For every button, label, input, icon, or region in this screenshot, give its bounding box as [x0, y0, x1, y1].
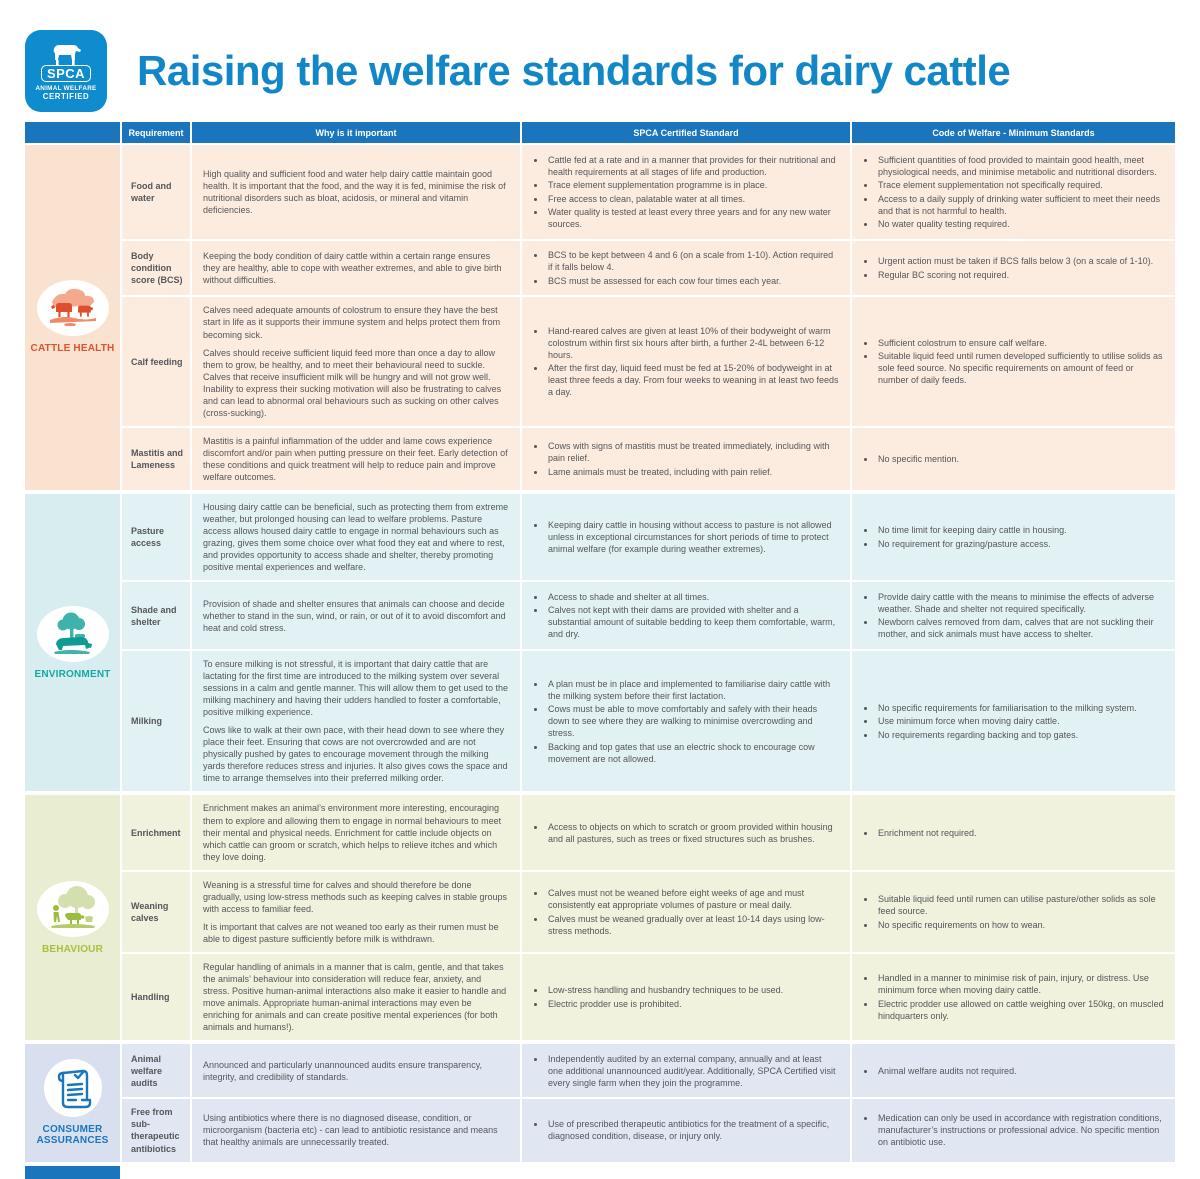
code-of-welfare-cell [852, 428, 1175, 490]
requirement-cell: Enrichment [122, 795, 190, 869]
bullet-list [533, 885, 839, 938]
bullet-item: • Calves must be weaned gradually over at least 10-14 days using low-stress methods. [546, 913, 839, 937]
code-of-welfare-cell [852, 145, 1175, 239]
spca-standard-cell [522, 954, 850, 1040]
logo-brand: SPCA [41, 65, 91, 82]
why-cell [192, 954, 520, 1040]
why-cell [192, 1099, 520, 1161]
section-rows [122, 1044, 1175, 1161]
bullet-item: • No water quality testing required. [876, 218, 1164, 230]
bullet-item: • After the first day, liquid feed must be fed at 15-20% of bodyweight in at least three feeds a day. From four weeks to weaning in at least two feeds a day. [546, 362, 839, 398]
header-spacer [25, 122, 120, 143]
spca-standard-cell [522, 494, 850, 580]
code-of-welfare-cell [852, 494, 1175, 580]
why-paragraph: Provision of shade and shelter ensures that animals can choose and decide whether to stand in the sun, wind, or rain, or out of it to avoid discomfort and heat and cold stress. [203, 598, 506, 633]
col-why: Why is it important [192, 122, 520, 143]
bullet-list [533, 248, 839, 289]
bullet-item: • Access to a daily supply of drinking water sufficient to meet their needs and that is not harmful to health. [876, 193, 1164, 217]
bullet-item: • No time limit for keeping dairy cattle in housing. [876, 524, 1164, 536]
bullet-item: • Cows with signs of mastitis must be treated immediately, including with pain relief. [546, 440, 839, 464]
bullet-list [863, 1111, 1164, 1150]
why-paragraph: Announced and particularly unannounced audits ensure transparency, integrity, and credibility of standards. [203, 1059, 483, 1082]
section-label: BEHAVIOUR [41, 943, 104, 955]
tree-icon [37, 606, 109, 662]
why-paragraph: Regular handling of animals in a manner that is calm, gentle, and that takes the animals’ behaviour into consideration will reduce fear, anxiety, and stress. Positive human-animal interactions also make it easier to handle and move animals. Appropriate human-animal interactions may even be enriching for animals and can create positive mental experiences (for both animals and humans!). [203, 961, 507, 1033]
col-requirement: Requirement [122, 122, 190, 143]
why-paragraph: Enrichment makes an animal’s environment more interesting, encouraging them to explore and allowing them to engage in normal behaviours to meet their mental and physical needs. Enrichment for cattle include objects on which cattle can groom or scratch, which helps to relieve itches and which they love doing. [203, 803, 502, 862]
code-of-welfare-cell [852, 297, 1175, 425]
requirement-cell: Free from sub-therapeutic antibiotics [122, 1099, 190, 1161]
section-icon-cell [25, 795, 120, 1040]
why-paragraph: Weaning is a stressful time for calves and should therefore be done gradually, using low-stress methods such as keeping calves in stable groups with access to familiar feed. [203, 879, 507, 914]
bullet-list [533, 152, 839, 232]
bullet-item: • Cows must be able to move comfortably and safely with their heads down to see where they are walking to minimise overcrowding and stress. [546, 703, 839, 739]
requirement-cell: Pasture access [122, 494, 190, 580]
bullet-item: • Lame animals must be treated, including with pain relief. [546, 466, 839, 478]
table-row [122, 582, 1175, 649]
bullet-item: • Free access to clean, palatable water at all times. [546, 193, 839, 205]
section-rows [122, 795, 1175, 1040]
bullet-list [533, 983, 839, 1012]
bullet-item: • Regular BC scoring not required. [876, 269, 1164, 281]
bullet-item: • Provide dairy cattle with the means to minimise the effects of adverse weather. Shade and shelter not required specifically. [876, 591, 1164, 615]
bullet-item: • Urgent action must be taken if BCS falls below 3 (on a scale of 1-10). [876, 255, 1164, 267]
bullet-item: • No specific mention. [876, 453, 1164, 465]
table-row [122, 1099, 1175, 1161]
bullet-item: • Low-stress handling and husbandry techniques to be used. [546, 984, 839, 996]
why-cell [192, 297, 520, 425]
bullet-item: • BCS to be kept between 4 and 6 (on a scale from 1-10). Action required if it falls below 4. [546, 249, 839, 273]
table-row [122, 241, 1175, 296]
spca-logo [25, 30, 107, 112]
col-code-of-welfare: Code of Welfare - Minimum Standards [852, 122, 1175, 143]
requirement-cell: Calf feeding [122, 297, 190, 425]
spca-standard-cell [522, 1099, 850, 1161]
table-row [122, 297, 1175, 425]
bullet-item: • Medication can only be used in accordance with registration conditions, manufacturer’s instructions or professional advice. No specific mention on antibiotic use. [876, 1112, 1164, 1148]
table-row [122, 954, 1175, 1040]
logo-sub1: ANIMAL WELFARE [35, 85, 97, 92]
section-rows [122, 145, 1175, 490]
why-paragraph: Using antibiotics where there is no diagnosed disease, condition, or microorganism (bacteria etc) - can lead to antibiotic resistance and means that healthy animals are unnecessarily treated. [203, 1113, 498, 1148]
section-label: CONSUMER ASSURANCES [36, 1123, 109, 1147]
bullet-list [863, 700, 1164, 742]
why-paragraph: It is important that calves are not weaned too early as their rumen must be able to digest pasture sufficiently before milk is withdrawn. [203, 921, 499, 944]
why-paragraph: To ensure milking is not stressful, it is important that dairy cattle that are lactating for the first time are introduced to the milking system over several sessions in a calm and gentle manner. This will allow them to get used to the milking machinery and having their udders handled to foster a comfortable, positive milking experience. [203, 659, 508, 718]
section-icon-cell [25, 494, 120, 791]
col-spca-standard: SPCA Certified Standard [522, 122, 850, 143]
section-icon-cell [25, 1044, 120, 1161]
table-row [122, 145, 1175, 239]
bullet-item: • Access to shade and shelter at all times. [546, 591, 839, 603]
why-cell [192, 145, 520, 239]
bullet-item: • Suitable liquid feed until rumen can utilise pasture/other solids as sole feed source. [876, 893, 1164, 917]
bullet-list [533, 1117, 839, 1144]
why-paragraph: High quality and sufficient food and water help dairy cattle maintain good health. It is important that the food, and the way it is fed, minimise the risk of nutritional disorders such as bloat, acidosis, or mineral and vitamin deficiencies. [203, 168, 506, 215]
bullet-list [863, 1063, 1164, 1078]
bullet-item: • Use minimum force when moving dairy cattle. [876, 715, 1164, 727]
table-body [25, 145, 1175, 1162]
spca-standard-cell [522, 145, 850, 239]
bullet-list [863, 825, 1164, 840]
bullet-list [863, 971, 1164, 1024]
code-of-welfare-cell [852, 241, 1175, 296]
why-paragraph: Calves should receive sufficient liquid feed more than once a day to allow them to grow, be healthy, and to meet their behavioural need to suckle. Calves that receive insufficient milk will be hungry and will not grow well. Inability to express their sucking motivation will also be frustrating to calves and can lead to abnormal oral behaviours such as sucking on other calves (cross-sucking). [203, 347, 502, 418]
bullet-item: • Backing and top gates that use an electric shock to encourage cow movement are not allowed. [546, 741, 839, 765]
requirement-cell: Milking [122, 651, 190, 791]
why-paragraph: Cows like to walk at their own pace, with their head down to see where they place their feet. Ensuring that cows are not overcrowded and are not physically pushed by gates to encourage movement through the milking yards therefore reduces stress and injuries. It also gives cows the space and time to arrange themselves into their preferred milking order. [203, 725, 508, 784]
code-of-welfare-cell [852, 1099, 1175, 1161]
spca-standard-cell [522, 428, 850, 490]
bullet-item: • BCS must be assessed for each cow four times each year. [546, 275, 839, 287]
bullet-list [863, 892, 1164, 933]
table-row [122, 651, 1175, 791]
section-label: ENVIRONMENT [34, 668, 111, 680]
bullet-list [863, 152, 1164, 232]
bullet-item: • Trace element supplementation programme is in place. [546, 179, 839, 191]
bullet-item: • Independently audited by an external company, annually and at least one additional unannounced audit/year. Additionally, SPCA Certified visit every single farm when they join the programme. [546, 1053, 839, 1089]
spca-standard-cell [522, 1044, 850, 1097]
section-label: CATTLE HEALTH [30, 343, 115, 355]
spca-standard-cell [522, 297, 850, 425]
bullet-item: • Electric prodder use is prohibited. [546, 998, 839, 1010]
why-paragraph: Housing dairy cattle can be beneficial, such as protecting them from extreme weather, but prolonged housing can lead to welfare problems. Pasture access allows housed dairy cattle to engage in normal behaviours such as grazing, gives them some choice over what food they eat and where to rest, and provides opportunity to access shade and shelter, thereby promoting positive mental experiences and welfare. [203, 502, 509, 573]
spca-standard-cell [522, 795, 850, 869]
page-title: Raising the welfare standards for dairy cattle [137, 47, 1011, 94]
section-behaviour [25, 795, 1175, 1040]
bullet-list [863, 451, 1164, 466]
bullet-item: • Use of prescribed therapeutic antibiotics for the treatment of a specific, diagnosed condition, disease, or injury only. [546, 1118, 839, 1142]
bullet-item: • Handled in a manner to minimise risk of pain, injury, or distress. Use minimum force when moving dairy cattle. [876, 972, 1164, 996]
bullet-item: • No requirement for grazing/pasture access. [876, 538, 1164, 550]
table-row [122, 1044, 1175, 1097]
why-cell [192, 651, 520, 791]
why-paragraph: Keeping the body condition of dairy cattle within a certain range ensures they are healthy, able to cope with weather extremes, and able to give birth without difficulties. [203, 251, 502, 286]
table-row [122, 494, 1175, 580]
why-cell [192, 241, 520, 296]
bullet-item: • Enrichment not required. [876, 827, 1164, 839]
bullet-item: • Water quality is tested at least every three years and for any new water sources. [546, 206, 839, 230]
pasture-scene-icon [37, 881, 109, 937]
bullet-item: • Trace element supplementation not specifically required. [876, 179, 1164, 191]
section-icon-cell [25, 145, 120, 490]
spca-standard-cell [522, 872, 850, 952]
bullet-item: • Electric prodder use allowed on cattle weighing over 150kg, on muscled hindquarters only. [876, 998, 1164, 1022]
why-cell [192, 1044, 520, 1097]
requirement-cell: Handling [122, 954, 190, 1040]
table-row [122, 872, 1175, 952]
bullet-list [533, 819, 839, 846]
cow-icon [46, 43, 86, 67]
why-cell [192, 872, 520, 952]
requirement-cell: Weaning calves [122, 872, 190, 952]
code-of-welfare-cell [852, 954, 1175, 1040]
code-of-welfare-cell [852, 651, 1175, 791]
spca-standard-cell [522, 651, 850, 791]
bullet-item: • Keeping dairy cattle in housing without access to pasture is not allowed unless in exceptional circumstances for short periods of time to protect animal welfare (for example during weather extremes). [546, 519, 839, 555]
bullet-list [533, 589, 839, 642]
why-paragraph: Calves need adequate amounts of colostrum to ensure they have the best start in life as it supports their immune system and helps protect them from becoming sick. [203, 305, 501, 340]
code-of-welfare-cell [852, 582, 1175, 649]
cattle-icon [37, 280, 109, 336]
code-of-welfare-cell [852, 795, 1175, 869]
why-paragraph: Mastitis is a painful inflammation of the udder and lame cows experience discomfort and/or pain when putting pressure on their feet. Early detection of these conditions and quick treatment will help to reduce pain and improve welfare outcomes. [203, 435, 508, 482]
bullet-item: • Animal welfare audits not required. [876, 1065, 1164, 1077]
code-of-welfare-cell [852, 1044, 1175, 1097]
requirement-cell: Food and water [122, 145, 190, 239]
requirement-cell: Mastitis and Lameness [122, 428, 190, 490]
bullet-list [533, 518, 839, 557]
requirement-cell: Body condition score (BCS) [122, 241, 190, 296]
bullet-item: • Sufficient colostrum to ensure calf welfare. [876, 337, 1164, 349]
bullet-item: • Sufficient quantities of food provided to maintain good health, meet physiological needs, and minimise metabolic and nutritional disorders. [876, 154, 1164, 178]
why-cell [192, 795, 520, 869]
bullet-item: • Hand-reared calves are given at least 10% of their bodyweight of warm colostrum within first six hours after birth, a further 2-4L between 6-12 hours. [546, 325, 839, 361]
bullet-item: • Cattle fed at a rate and in a manner that provides for their nutritional and health requirements at all stages of life and production. [546, 154, 839, 178]
bullet-list [533, 676, 839, 766]
spca-standard-cell [522, 582, 850, 649]
why-cell [192, 582, 520, 649]
bullet-list [533, 323, 839, 400]
bullet-item: • No specific requirements on how to wean. [876, 919, 1164, 931]
table-header [25, 122, 1175, 143]
bullet-item: • A plan must be in place and implemented to familiarise dairy cattle with the milking system before their first lactation. [546, 678, 839, 702]
bullet-list [863, 589, 1164, 642]
bullet-item: • Access to objects on which to scratch or groom provided within housing and all pastures, such as trees or fixed structures such as brushes. [546, 821, 839, 845]
section-rows [122, 494, 1175, 791]
bullet-item: • Suitable liquid feed until rumen developed sufficiently to utilise solids as sole feed source. No specific requirements on amount of feed or number of daily feeds. [876, 350, 1164, 386]
requirement-cell: Animal welfare audits [122, 1044, 190, 1097]
header [25, 24, 1175, 118]
section-environment [25, 494, 1175, 791]
bullet-list [533, 439, 839, 480]
bullet-item: • Calves must not be weaned before eight weeks of age and must consistently eat appropriate volumes of pasture or meal daily. [546, 887, 839, 911]
bullet-item: • Newborn calves removed from dam, calves that are not suckling their mother, and sick animals must have access to shelter. [876, 616, 1164, 640]
bullet-list [863, 523, 1164, 552]
bullet-list [863, 335, 1164, 388]
why-cell [192, 494, 520, 580]
requirement-cell: Shade and shelter [122, 582, 190, 649]
why-cell [192, 428, 520, 490]
code-of-welfare-cell [852, 872, 1175, 952]
certificate-scroll-icon [44, 1059, 102, 1117]
bullet-list [533, 1051, 839, 1090]
logo-sub2: CERTIFIED [42, 92, 90, 101]
table-row [122, 428, 1175, 490]
section-cattle-health [25, 145, 1175, 490]
footer-bar [25, 1166, 120, 1179]
spca-standard-cell [522, 241, 850, 296]
bullet-item: • No specific requirements for familiarisation to the milking system. [876, 702, 1164, 714]
bullet-item: • No requirements regarding backing and top gates. [876, 729, 1164, 741]
section-consumer-assurances [25, 1044, 1175, 1161]
bullet-list [863, 254, 1164, 283]
bullet-item: • Calves not kept with their dams are provided with shelter and a substantial amount of suitable bedding to keep them comfortable, warm, and dry. [546, 604, 839, 640]
table-row [122, 795, 1175, 869]
